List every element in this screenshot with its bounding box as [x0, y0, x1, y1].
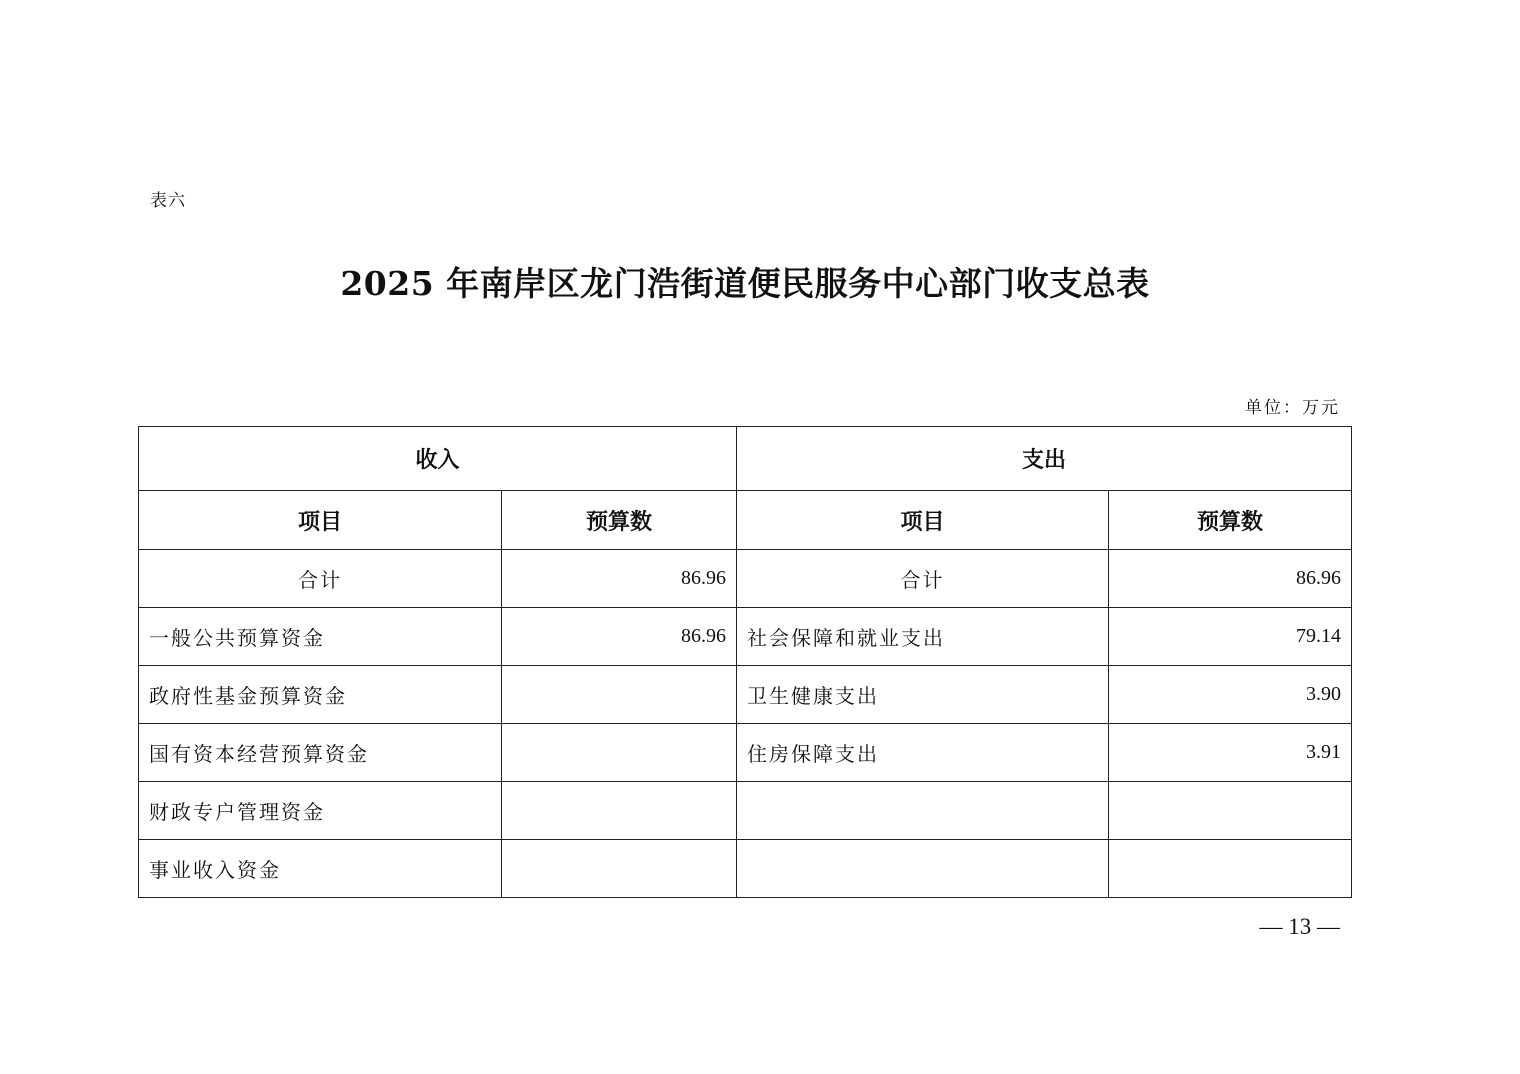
- expense-group-header: 支出: [737, 427, 1352, 491]
- income-item: 事业收入资金: [139, 840, 502, 898]
- income-value: 86.96: [502, 608, 737, 666]
- table-label: 表六: [150, 191, 186, 211]
- table-row: [139, 666, 1352, 724]
- income-item-column-header: 项目: [139, 491, 502, 550]
- income-expense-summary-table: [138, 426, 1352, 898]
- page-number: — 13 —: [1259, 914, 1340, 939]
- expense-item: [737, 840, 1109, 898]
- income-value: [502, 782, 737, 840]
- expense-total-value: 86.96: [1109, 550, 1352, 608]
- table-row: [139, 724, 1352, 782]
- income-item: 国有资本经营预算资金: [139, 724, 502, 782]
- expense-value: [1109, 782, 1352, 840]
- income-budget-column-header: 预算数: [502, 491, 737, 550]
- expense-item: 住房保障支出: [737, 724, 1109, 782]
- expense-value: 3.91: [1109, 724, 1352, 782]
- expense-item: 社会保障和就业支出: [737, 608, 1109, 666]
- group-header-row: [139, 427, 1352, 491]
- expense-value: 3.90: [1109, 666, 1352, 724]
- expense-value: [1109, 840, 1352, 898]
- expense-total-label: 合计: [737, 550, 1109, 608]
- income-total-label: 合计: [139, 550, 502, 608]
- table-row: [139, 782, 1352, 840]
- income-value: [502, 666, 737, 724]
- unit-label: 单位：万元: [1245, 398, 1340, 418]
- table-row-total: [139, 550, 1352, 608]
- expense-item-column-header: 项目: [737, 491, 1109, 550]
- table-row: [139, 608, 1352, 666]
- expense-budget-column-header: 预算数: [1109, 491, 1352, 550]
- income-value: [502, 724, 737, 782]
- income-item: 政府性基金预算资金: [139, 666, 502, 724]
- income-group-header: 收入: [139, 427, 737, 491]
- column-header-row: [139, 491, 1352, 550]
- document-title: 2025 年南岸区龙门浩街道便民服务中心部门收支总表: [340, 264, 1150, 303]
- income-item: 一般公共预算资金: [139, 608, 502, 666]
- expense-value: 79.14: [1109, 608, 1352, 666]
- table-row: [139, 840, 1352, 898]
- income-value: [502, 840, 737, 898]
- expense-item: [737, 782, 1109, 840]
- income-item: 财政专户管理资金: [139, 782, 502, 840]
- income-total-value: 86.96: [502, 550, 737, 608]
- expense-item: 卫生健康支出: [737, 666, 1109, 724]
